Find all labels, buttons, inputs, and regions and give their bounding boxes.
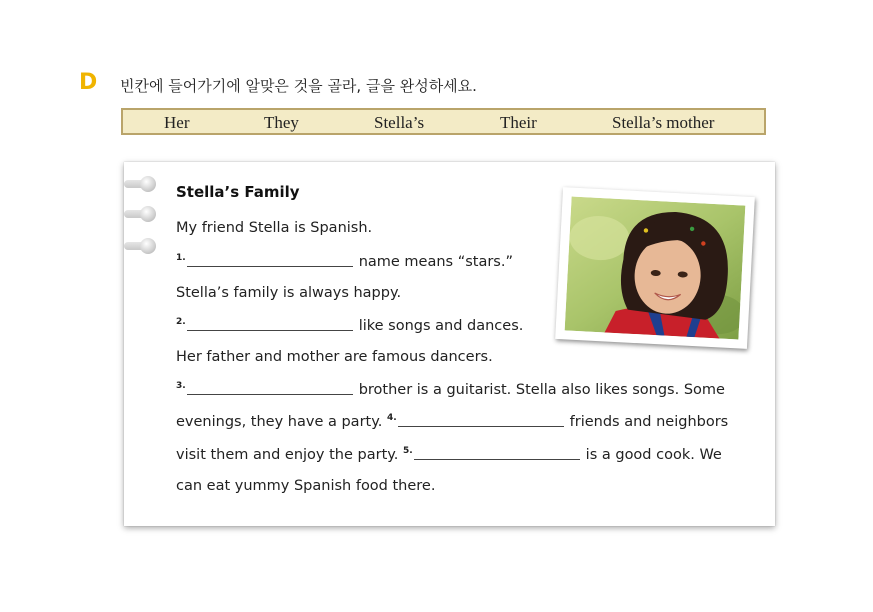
binder-ring-icon [124,206,158,222]
story-line [176,446,722,463]
story-line: Her father and mother are famous dancers. [176,349,493,365]
blank-4-text: friends and neighbors [569,414,729,430]
story-line [176,253,513,270]
answer-blank-2[interactable] [187,318,353,331]
section-letter: D [79,70,98,95]
blank-2-text: like songs and dances. [358,318,524,334]
story-title: Stella’s Family [176,183,300,201]
line-8-text: visit them and enjoy the party. [176,447,399,463]
word-bank [121,108,766,135]
story-line [176,381,725,398]
binder-ring-icon [124,238,158,254]
instruction-text: 빈칸에 들어가기에 알맞은 것을 골라, 글을 완성하세요. [120,77,477,95]
binder-ring-icon [124,176,158,192]
blank-1-text: name means “stars.” [358,254,513,270]
answer-blank-3[interactable] [187,382,353,395]
word-choice-stellas-mother[interactable]: Stella’s mother [612,113,715,132]
answer-blank-1[interactable] [187,254,353,267]
blank-5-text: is a good cook. We [585,447,722,463]
line-7-text: evenings, they have a party. [176,414,383,430]
word-choice-stellas[interactable]: Stella’s [374,113,425,132]
story-line [176,317,523,334]
word-choice-they[interactable]: They [264,113,299,132]
blank-number: 2. [176,317,186,327]
blank-3-text: brother is a guitarist. Stella also likes songs. Some [358,382,725,398]
answer-blank-4[interactable] [398,414,564,427]
story-line: Stella’s family is always happy. [176,285,402,301]
word-choice-her[interactable]: Her [164,113,190,132]
photo-frame [555,187,755,349]
blank-number: 4. [386,413,397,423]
blank-number: 3. [176,381,186,391]
story-line: can eat yummy Spanish food there. [176,478,436,494]
blank-number: 5. [402,446,413,456]
girl-photo [565,197,746,340]
word-choice-their[interactable]: Their [500,113,537,132]
blank-number: 1. [176,253,186,263]
story-line [176,413,728,430]
answer-blank-5[interactable] [414,447,580,460]
story-line: My friend Stella is Spanish. [176,220,373,236]
